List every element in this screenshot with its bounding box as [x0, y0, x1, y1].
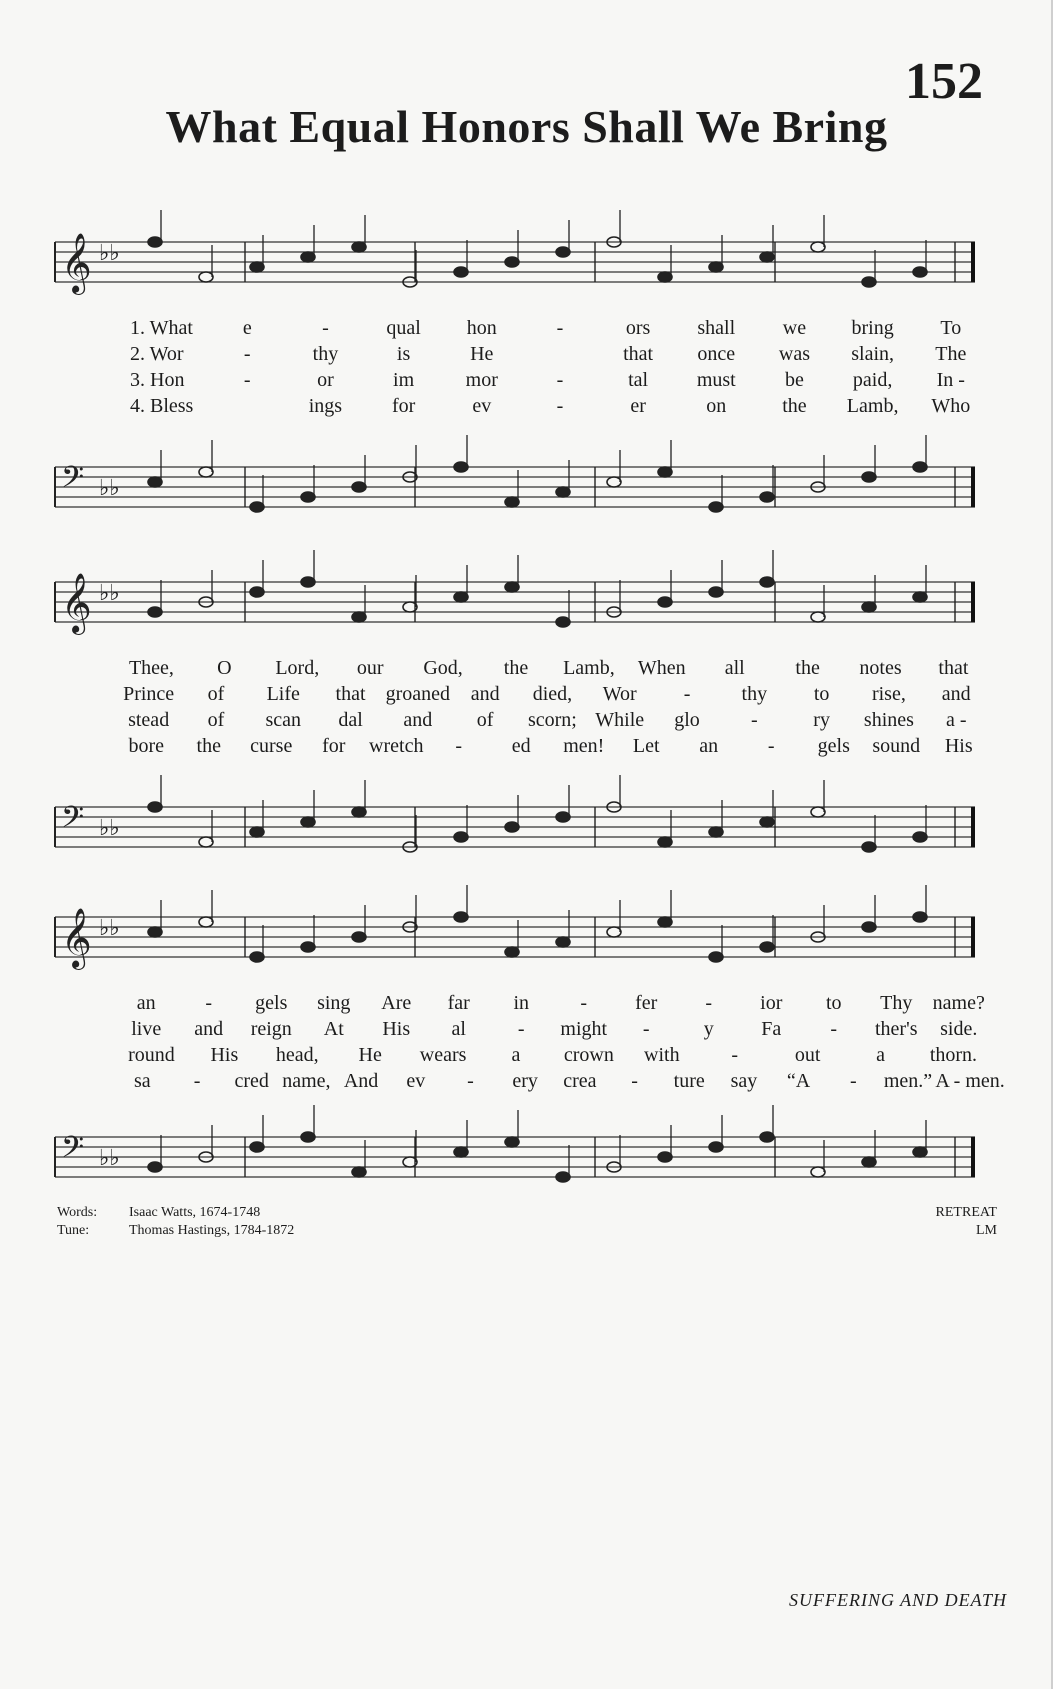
- lyric-word: fer: [635, 991, 658, 1014]
- lyric-word: im: [393, 368, 415, 391]
- treble-clef-icon: 𝄞: [61, 573, 92, 633]
- lyric-word: we: [782, 316, 807, 339]
- lyric-word: shall: [697, 316, 736, 339]
- key-signature-flats: ♭♭: [99, 581, 120, 606]
- lyric-word: dal: [338, 708, 363, 731]
- lyric-word: -: [556, 316, 564, 339]
- note-head: [352, 612, 366, 622]
- note-head: [658, 1152, 672, 1162]
- note-head: [913, 912, 927, 922]
- lyric-word: -: [705, 991, 713, 1014]
- lyric-word: to: [825, 991, 842, 1014]
- note-head: [301, 252, 315, 262]
- note-head: [352, 482, 366, 492]
- meter: LM: [976, 1223, 997, 1238]
- note-head: [199, 837, 213, 847]
- lyric-word: To: [940, 316, 962, 339]
- note-head: [250, 827, 264, 837]
- lyric-word: rise,: [871, 682, 906, 705]
- lyric-word: slain,: [851, 342, 895, 365]
- lyrics-block: [55, 990, 1005, 1094]
- note-head: [505, 947, 519, 957]
- lyric-word: -: [830, 1017, 838, 1040]
- lyric-word: a -: [945, 708, 967, 731]
- lyric-word: shines: [863, 708, 914, 731]
- note-head: [658, 467, 672, 477]
- lyric-word: live: [131, 1017, 162, 1040]
- lyric-word: ery: [512, 1069, 538, 1092]
- note-head: [454, 832, 468, 842]
- note-head: [811, 612, 825, 622]
- lyric-word: out: [794, 1043, 821, 1066]
- key-signature-flats: ♭♭: [99, 1146, 120, 1171]
- lyric-word: ior: [760, 991, 783, 1014]
- note-head: [709, 587, 723, 597]
- lyric-word: ture: [673, 1069, 705, 1092]
- lyric-word: a: [511, 1043, 521, 1066]
- lyric-word: head,: [275, 1043, 319, 1066]
- lyric-word: sound: [872, 734, 921, 757]
- verse-line-2: [55, 681, 1000, 707]
- lyric-word: might: [560, 1017, 608, 1040]
- lyric-word: Are: [381, 991, 412, 1014]
- note-head: [148, 237, 162, 247]
- lyric-word: The: [935, 342, 967, 365]
- section-heading: SUFFERING AND DEATH: [789, 1590, 1007, 1610]
- lyric-word: all: [724, 656, 745, 679]
- lyric-word: paid,: [852, 368, 893, 391]
- lyric-word: in: [513, 991, 530, 1014]
- lyric-word: ther's: [875, 1017, 918, 1040]
- note-head: [505, 1137, 519, 1147]
- lyric-word: and: [194, 1017, 224, 1040]
- lyric-word: men!: [563, 734, 605, 757]
- verse-line-3: [55, 707, 1000, 733]
- lyric-word: He: [470, 342, 494, 365]
- lyric-word: Life: [266, 682, 300, 705]
- note-head: [199, 272, 213, 282]
- lyric-word: an: [699, 734, 719, 757]
- note-head: [301, 817, 315, 827]
- note-head: [505, 582, 519, 592]
- lyric-word: an: [136, 991, 156, 1014]
- lyric-word: groaned: [385, 682, 451, 705]
- lyric-word: ed: [511, 734, 531, 757]
- bass-clef-icon: 𝄢: [61, 801, 85, 842]
- lyric-word: When: [637, 656, 686, 679]
- note-head: [862, 922, 876, 932]
- note-head: [709, 952, 723, 962]
- lyric-word: A - men.: [935, 1069, 1005, 1092]
- lyric-word: sa: [134, 1069, 151, 1092]
- lyric-word: 2. Wor: [130, 342, 184, 365]
- lyric-word: His: [210, 1043, 239, 1066]
- note-head: [250, 262, 264, 272]
- lyric-word: thorn.: [929, 1043, 978, 1066]
- lyric-word: -: [322, 316, 329, 339]
- lyric-word: curse: [250, 734, 293, 757]
- lyric-word: -: [556, 368, 564, 391]
- lyric-word: the: [782, 394, 807, 417]
- lyric-word: scan: [265, 708, 302, 731]
- lyric-word: of: [207, 682, 225, 705]
- lyric-word: His: [944, 734, 973, 757]
- note-head: [760, 252, 774, 262]
- note-head: [148, 1162, 162, 1172]
- lyric-word: round: [128, 1043, 175, 1066]
- key-signature-flats: ♭♭: [99, 916, 120, 941]
- note-head: [556, 487, 570, 497]
- bass-clef-icon: 𝄢: [61, 1131, 85, 1172]
- lyric-word: wears: [419, 1043, 467, 1066]
- lyric-word: the: [795, 656, 820, 679]
- lyric-word: men.”: [883, 1069, 933, 1092]
- lyric-word: al: [451, 1017, 466, 1040]
- lyric-word: say: [730, 1069, 758, 1092]
- lyric-word: died,: [532, 682, 573, 705]
- bass-clef-icon: 𝄢: [61, 461, 85, 502]
- lyric-word: O: [217, 656, 232, 679]
- note-head: [301, 577, 315, 587]
- lyric-word: notes: [859, 656, 902, 679]
- lyric-word: to: [813, 682, 830, 705]
- lyric-word: In -: [936, 368, 965, 391]
- note-head: [862, 472, 876, 482]
- lyric-word: -: [642, 1017, 650, 1040]
- lyric-word: the: [196, 734, 221, 757]
- music-system-3: [55, 905, 1005, 1195]
- lyric-word: And: [343, 1069, 379, 1092]
- lyric-word: Who: [931, 394, 971, 417]
- lyric-word: once: [697, 342, 736, 365]
- lyric-word: crea: [563, 1069, 597, 1092]
- lyric-word: is: [396, 342, 411, 365]
- treble-staff: [55, 570, 1000, 640]
- verse-line-1: [55, 655, 1000, 681]
- lyric-word: and: [470, 682, 500, 705]
- note-head: [352, 242, 366, 252]
- note-head: [250, 587, 264, 597]
- note-head: [658, 917, 672, 927]
- lyric-word: of: [476, 708, 494, 731]
- lyric-word: with: [644, 1043, 680, 1066]
- note-head: [301, 1132, 315, 1142]
- lyric-word: ry: [813, 708, 830, 731]
- note-head: [454, 592, 468, 602]
- lyric-word: His: [382, 1017, 411, 1040]
- lyric-word: hon: [466, 316, 497, 339]
- lyric-word: Prince: [123, 682, 175, 705]
- note-head: [148, 607, 162, 617]
- lyric-word: ev: [472, 394, 492, 417]
- note-head: [556, 247, 570, 257]
- verse-line-1: [55, 990, 1000, 1016]
- lyric-word: Wor: [602, 682, 637, 705]
- note-head: [607, 927, 621, 937]
- hymn-title: What Equal Honors Shall We Bring: [165, 101, 888, 152]
- note-head: [709, 502, 723, 512]
- lyric-word: -: [683, 682, 691, 705]
- lyric-word: Let: [632, 734, 660, 757]
- note-head: [505, 497, 519, 507]
- lyric-word: bring: [851, 316, 894, 339]
- credits: [57, 1204, 294, 1240]
- note-head: [505, 257, 519, 267]
- lyric-word: -: [455, 734, 463, 757]
- lyric-word: ev: [406, 1069, 426, 1092]
- lyric-word: stead: [128, 708, 170, 731]
- lyric-word: tal: [628, 368, 649, 391]
- lyric-word: far: [447, 991, 470, 1014]
- lyric-word: Thy: [880, 991, 913, 1014]
- note-head: [709, 827, 723, 837]
- lyric-word: and: [403, 708, 433, 731]
- lyric-word: At: [323, 1017, 344, 1040]
- note-head: [454, 462, 468, 472]
- note-head: [250, 952, 264, 962]
- note-head: [148, 927, 162, 937]
- note-head: [760, 817, 774, 827]
- lyric-word: -: [580, 991, 588, 1014]
- treble-staff: [55, 230, 1000, 300]
- note-head: [556, 812, 570, 822]
- key-signature-flats: ♭♭: [99, 241, 120, 266]
- note-head: [862, 277, 876, 287]
- verse-line-4: [55, 393, 1000, 419]
- note-head: [556, 617, 570, 627]
- verse-line-4: [55, 1068, 1005, 1094]
- lyric-word: thy: [741, 682, 768, 705]
- note-head: [862, 1157, 876, 1167]
- lyrics-block: [55, 315, 1000, 419]
- note-head: [556, 1172, 570, 1182]
- lyric-word: “A: [786, 1069, 811, 1092]
- lyric-word: on: [706, 394, 727, 417]
- lyric-word: 3. Hon: [130, 368, 185, 391]
- lyric-word: or: [317, 368, 334, 391]
- lyric-word: -: [750, 708, 758, 731]
- lyric-word: Lamb,: [563, 656, 615, 679]
- treble-clef-icon: 𝄞: [61, 908, 92, 968]
- lyric-word: -: [243, 368, 251, 391]
- tune-info: [936, 1204, 997, 1240]
- lyric-word: y: [703, 1017, 714, 1040]
- lyric-word: name,: [282, 1069, 331, 1092]
- lyric-word: and: [941, 682, 971, 705]
- note-head: [250, 1142, 264, 1152]
- bass-staff: [55, 455, 1000, 525]
- lyric-word: be: [785, 368, 804, 391]
- verse-line-2: [55, 1016, 1000, 1042]
- words-label: Words:: [57, 1205, 98, 1220]
- lyric-word: for: [391, 394, 416, 417]
- lyric-word: for: [322, 734, 346, 757]
- lyric-word: gels: [255, 991, 288, 1014]
- note-head: [760, 942, 774, 952]
- note-head: [913, 1147, 927, 1157]
- lyric-word: was: [778, 342, 811, 365]
- bass-staff: [55, 1125, 1000, 1195]
- key-signature-flats: ♭♭: [99, 816, 120, 841]
- note-head: [352, 1167, 366, 1177]
- lyric-word: mor: [465, 368, 498, 391]
- lyric-word: Lamb,: [846, 394, 899, 417]
- lyric-word: While: [595, 708, 645, 731]
- tune-name: RETREAT: [935, 1205, 997, 1220]
- note-head: [148, 802, 162, 812]
- lyric-word: ors: [625, 316, 651, 339]
- lyric-word: of: [207, 708, 225, 731]
- lyric-word: glo: [674, 708, 700, 731]
- note-head: [658, 837, 672, 847]
- lyric-word: -: [205, 991, 213, 1014]
- tune-author: Thomas Hastings, 1784-1872: [129, 1223, 295, 1238]
- lyric-word: er: [630, 394, 646, 417]
- note-head: [352, 932, 366, 942]
- hymn-number: 152: [905, 53, 983, 110]
- lyric-word: sing: [317, 991, 351, 1014]
- note-head: [658, 597, 672, 607]
- lyric-word: thy: [312, 342, 339, 365]
- lyric-word: that: [335, 682, 366, 705]
- note-head: [658, 272, 672, 282]
- verse-line-3: [55, 1042, 1000, 1068]
- note-head: [709, 262, 723, 272]
- lyric-word: -: [767, 734, 775, 757]
- lyric-word: side.: [940, 1017, 978, 1040]
- lyric-word: crown: [563, 1043, 614, 1066]
- note-head: [862, 842, 876, 852]
- note-head: [352, 807, 366, 817]
- treble-clef-icon: 𝄞: [61, 233, 92, 293]
- verse-line-1: [55, 315, 1000, 341]
- lyric-word: ings: [308, 394, 343, 417]
- music-system-1: [55, 230, 1000, 540]
- note-head: [709, 1142, 723, 1152]
- note-head: [454, 267, 468, 277]
- lyric-word: gels: [817, 734, 850, 757]
- lyric-word: qual: [386, 316, 421, 339]
- note-head: [199, 467, 213, 477]
- key-signature-flats: ♭♭: [99, 476, 120, 501]
- lyric-word: that: [623, 342, 654, 365]
- note-head: [250, 502, 264, 512]
- lyric-word: -: [731, 1043, 739, 1066]
- lyric-word: God,: [423, 656, 463, 679]
- lyrics-block: [55, 655, 1000, 759]
- lyric-word: -: [849, 1069, 857, 1092]
- note-head: [913, 832, 927, 842]
- lyric-word: reign: [250, 1017, 292, 1040]
- note-head: [301, 942, 315, 952]
- words-author: Isaac Watts, 1674-1748: [129, 1205, 261, 1220]
- music-system-2: [55, 570, 1000, 870]
- lyric-word: e: [242, 316, 252, 339]
- lyric-word: a: [876, 1043, 885, 1066]
- note-head: [811, 242, 825, 252]
- tune-label: Tune:: [57, 1223, 90, 1238]
- lyric-word: -: [193, 1069, 201, 1092]
- lyric-word: wretch: [369, 734, 424, 757]
- lyric-word: cred: [234, 1069, 269, 1092]
- lyric-word: -: [243, 342, 251, 365]
- note-head: [913, 592, 927, 602]
- bass-staff: [55, 795, 1000, 865]
- note-head: [454, 1147, 468, 1157]
- note-head: [454, 912, 468, 922]
- note-head: [760, 577, 774, 587]
- note-head: [301, 492, 315, 502]
- lyric-word: Lord,: [275, 656, 320, 679]
- lyric-word: He: [358, 1043, 382, 1066]
- note-head: [760, 492, 774, 502]
- verse-line-3: [55, 367, 1000, 393]
- note-head: [148, 477, 162, 487]
- lyric-word: Fa: [761, 1017, 782, 1040]
- lyric-word: must: [696, 368, 736, 391]
- lyric-word: -: [467, 1069, 474, 1092]
- lyric-word: our: [356, 656, 384, 679]
- note-head: [760, 1132, 774, 1142]
- verse-line-2: [55, 341, 1000, 367]
- treble-staff: [55, 905, 1000, 975]
- lyric-word: that: [938, 656, 969, 679]
- note-head: [811, 807, 825, 817]
- lyric-word: -: [631, 1069, 638, 1092]
- lyric-word: 1. What: [130, 316, 193, 339]
- lyric-word: scorn;: [527, 708, 577, 731]
- note-head: [556, 937, 570, 947]
- note-head: [505, 822, 519, 832]
- lyric-word: name?: [932, 991, 985, 1014]
- lyric-word: -: [517, 1017, 525, 1040]
- lyric-word: bore: [128, 734, 165, 757]
- note-head: [607, 477, 621, 487]
- lyric-word: 4. Bless: [130, 394, 194, 417]
- note-head: [913, 462, 927, 472]
- lyric-word: Thee,: [128, 656, 174, 679]
- note-head: [862, 602, 876, 612]
- verse-line-4: [55, 733, 1000, 759]
- lyric-word: the: [503, 656, 529, 679]
- note-head: [811, 1167, 825, 1177]
- note-head: [913, 267, 927, 277]
- note-head: [199, 917, 213, 927]
- lyric-word: -: [556, 394, 564, 417]
